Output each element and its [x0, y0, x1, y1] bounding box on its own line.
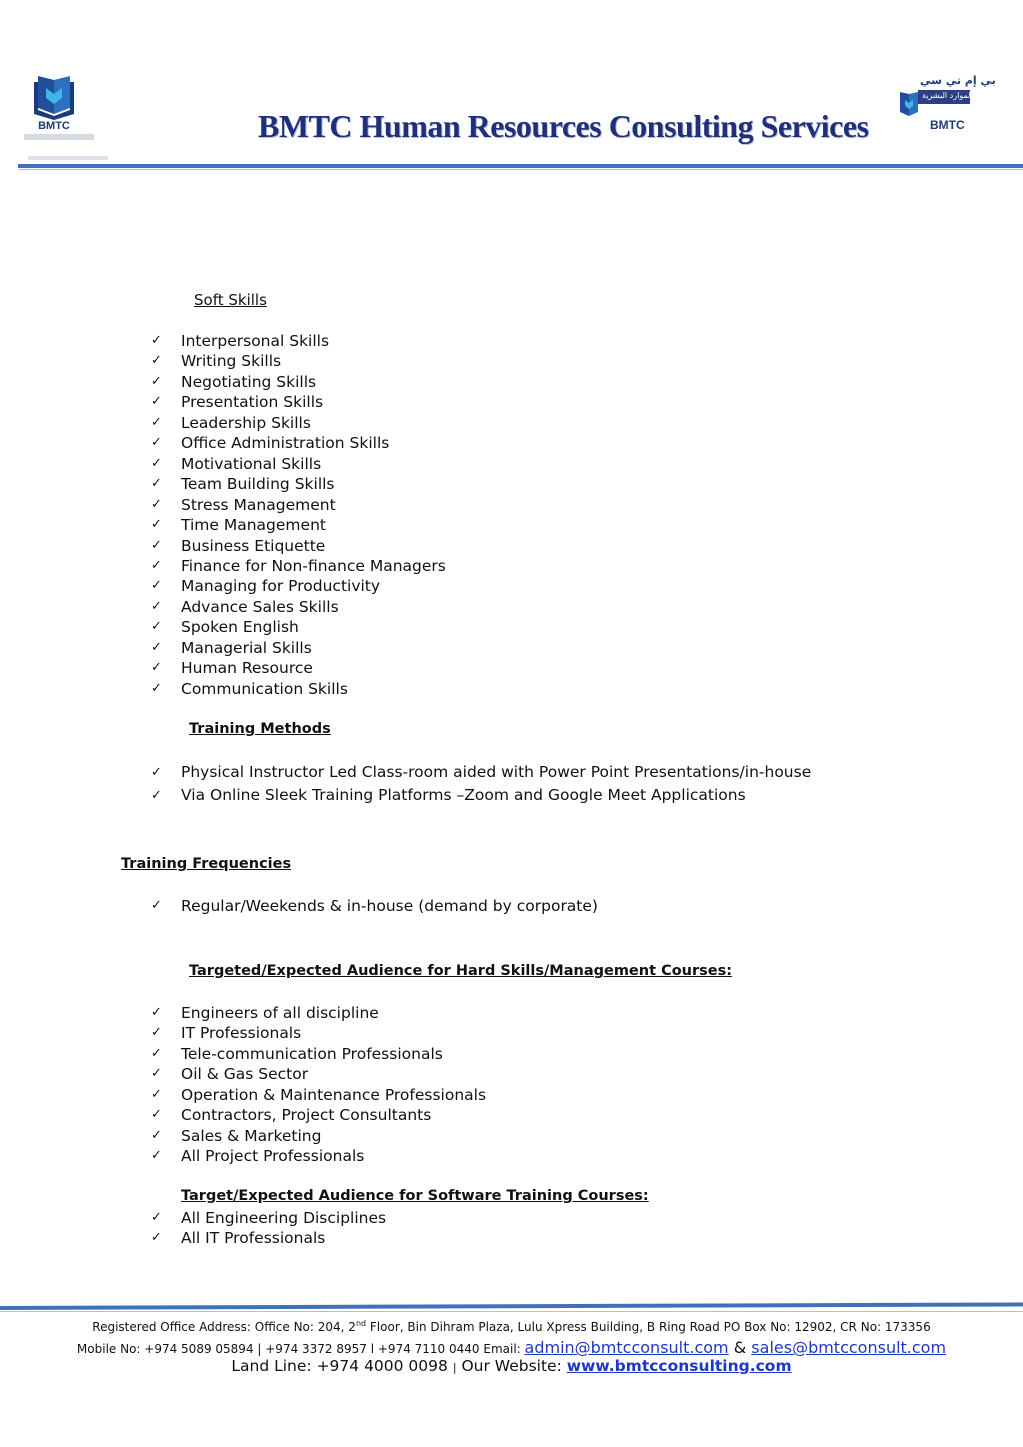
list-item — [151, 679, 446, 699]
list-item — [151, 556, 446, 576]
footer-amp: & — [728, 1338, 752, 1357]
training-methods-heading: Training Methods — [189, 721, 331, 737]
bmtc-logo-left — [24, 74, 110, 170]
list-item-text: Engineers of all discipline — [181, 1004, 379, 1022]
footer-rule — [0, 1302, 1023, 1310]
training-frequencies-heading: Training Frequencies — [121, 856, 292, 872]
footer-mobile: Mobile No: +974 5089 05894 | +974 3372 8957 l +974 7110 0440 Email: — [76, 1342, 525, 1356]
soft-skills-heading: Soft Skills — [194, 291, 267, 309]
list-item-text: Regular/Weekends & in-house (demand by corporate) — [181, 897, 598, 915]
check-icon: ✓ — [151, 394, 162, 410]
address-pre: Registered Office Address: Office No: 204, 2 — [92, 1320, 356, 1334]
training-frequencies-list — [151, 896, 598, 916]
list-item-text: Time Management — [181, 516, 326, 535]
soft-skills-list — [151, 331, 446, 699]
check-icon: ✓ — [151, 578, 162, 594]
check-icon: ✓ — [151, 1086, 162, 1102]
software-audience-heading: Target/Expected Audience for Software Training Courses: — [181, 1188, 649, 1204]
check-icon: ✓ — [151, 496, 162, 512]
header-rule — [18, 164, 1023, 168]
list-item — [151, 372, 446, 392]
left-logo-brand: BMTC — [38, 120, 70, 132]
training-methods-list — [151, 761, 811, 807]
list-item — [151, 784, 811, 807]
list-item — [151, 597, 446, 617]
list-item-text: Leadership Skills — [181, 413, 311, 432]
list-item-text: IT Professionals — [181, 1024, 302, 1043]
footer-rule-thin — [0, 1311, 1023, 1312]
check-icon: ✓ — [151, 517, 162, 533]
list-item — [151, 1105, 486, 1125]
right-logo-brand: BMTC — [930, 118, 965, 132]
list-item-text: All Project Professionals — [181, 1147, 365, 1166]
list-item — [151, 1003, 486, 1023]
list-item — [151, 896, 598, 916]
check-icon: ✓ — [151, 435, 162, 451]
check-icon: ✓ — [151, 1066, 162, 1082]
list-item-text: Finance for Non-finance Managers — [181, 556, 446, 575]
right-logo-arabic: بي إم تي سي — [920, 74, 996, 87]
list-item-text: Contractors, Project Consultants — [181, 1106, 432, 1125]
list-item-text: Stress Management — [181, 495, 336, 514]
book-logo-icon — [24, 74, 84, 120]
check-icon: ✓ — [151, 1210, 162, 1225]
header-title: BMTC Human Resources Consulting Services — [258, 108, 869, 144]
list-item — [151, 1208, 386, 1228]
check-icon: ✓ — [151, 619, 162, 635]
header-rule-thin — [18, 169, 1023, 170]
list-item-text: Motivational Skills — [181, 454, 322, 473]
list-item-text: Operation & Maintenance Professionals — [181, 1085, 487, 1104]
footer-contact — [0, 1338, 1023, 1357]
check-icon: ✓ — [151, 639, 162, 655]
list-item-text: Negotiating Skills — [181, 372, 317, 391]
check-icon: ✓ — [151, 1045, 162, 1061]
list-item — [151, 1044, 486, 1064]
check-icon: ✓ — [151, 537, 162, 553]
list-item — [151, 392, 446, 412]
book-logo-small-icon — [894, 90, 924, 120]
email-admin-link[interactable]: admin@bmtcconsult.com — [524, 1338, 729, 1357]
list-item — [151, 1023, 486, 1043]
list-item-text: Managing for Productivity — [181, 577, 381, 596]
footer-separator: | — [452, 1361, 457, 1374]
check-icon: ✓ — [151, 765, 162, 780]
list-item — [151, 515, 446, 535]
check-icon: ✓ — [151, 557, 162, 573]
check-icon: ✓ — [151, 1005, 162, 1020]
check-icon: ✓ — [151, 788, 162, 803]
check-icon: ✓ — [151, 898, 162, 913]
list-item — [151, 658, 446, 678]
list-item-text: All Engineering Disciplines — [181, 1209, 387, 1227]
list-item — [151, 351, 446, 371]
footer-address — [0, 1319, 1023, 1334]
check-icon: ✓ — [151, 414, 162, 430]
check-icon: ✓ — [151, 660, 162, 676]
list-item — [151, 474, 446, 494]
list-item-text: Via Online Sleek Training Platforms –Zoom and Google Meet Applications — [181, 786, 746, 804]
list-item — [151, 495, 446, 515]
list-item-text: Oil & Gas Sector — [181, 1065, 309, 1084]
list-item-text: Managerial Skills — [181, 638, 312, 657]
list-item-text: Writing Skills — [181, 352, 282, 371]
list-item — [151, 1126, 486, 1146]
list-item — [151, 433, 446, 453]
list-item — [151, 617, 446, 637]
list-item-text: Sales & Marketing — [181, 1126, 322, 1145]
hard-skills-audience-heading: Targeted/Expected Audience for Hard Skills/Management Courses: — [189, 963, 733, 979]
address-post: Floor, Bin Dihram Plaza, Lulu Xpress Building, B Ring Road PO Box No: 12902, CR No: 173356 — [366, 1320, 931, 1334]
list-item — [151, 536, 446, 556]
left-logo-subtagline — [28, 156, 108, 160]
list-item-text: Human Resource — [181, 659, 313, 678]
list-item-text: Interpersonal Skills — [181, 332, 330, 350]
list-item-text: Physical Instructor Led Class-room aided with Power Point Presentations/in-house — [181, 763, 812, 781]
list-item-text: Communication Skills — [181, 679, 348, 698]
list-item — [151, 413, 446, 433]
website-link[interactable]: www.bmtcconsulting.com — [566, 1357, 792, 1375]
software-audience-list — [151, 1208, 386, 1249]
footer-landline — [0, 1357, 1023, 1375]
list-item-text: Spoken English — [181, 618, 299, 637]
list-item-text: Presentation Skills — [181, 393, 324, 412]
list-item — [151, 454, 446, 474]
check-icon: ✓ — [151, 1107, 162, 1123]
list-item — [151, 331, 446, 351]
check-icon: ✓ — [151, 455, 162, 471]
list-item — [151, 1085, 486, 1105]
email-sales-link[interactable]: sales@bmtcconsult.com — [751, 1338, 947, 1357]
left-logo-tagline — [24, 134, 94, 140]
check-icon: ✓ — [151, 1230, 162, 1246]
list-item — [151, 1228, 386, 1248]
list-item-text: Business Etiquette — [181, 536, 326, 555]
right-logo-band-text: استشارات الموارد البشرية — [922, 91, 1010, 100]
list-item — [151, 1146, 486, 1166]
check-icon: ✓ — [151, 373, 162, 389]
footer-website-label: Our Website: — [456, 1357, 567, 1375]
check-icon: ✓ — [151, 476, 162, 492]
list-item-text: Tele-communication Professionals — [181, 1044, 443, 1063]
check-icon: ✓ — [151, 1025, 162, 1041]
address-sup: nd — [355, 1319, 367, 1328]
check-icon: ✓ — [151, 353, 162, 369]
list-item — [151, 576, 446, 596]
list-item — [151, 1064, 486, 1084]
check-icon: ✓ — [151, 680, 162, 696]
list-item-text: All IT Professionals — [181, 1229, 326, 1248]
check-icon: ✓ — [151, 1148, 162, 1164]
hard-skills-audience-list — [151, 1003, 486, 1167]
footer-landline-text: Land Line: +974 4000 0098 — [231, 1357, 453, 1375]
list-item — [151, 761, 811, 784]
check-icon: ✓ — [151, 333, 162, 348]
list-item-text: Office Administration Skills — [181, 434, 390, 453]
check-icon: ✓ — [151, 598, 162, 614]
list-item-text: Team Building Skills — [181, 475, 335, 494]
bmtc-logo-right — [890, 72, 1010, 148]
check-icon: ✓ — [151, 1127, 162, 1143]
list-item — [151, 638, 446, 658]
list-item-text: Advance Sales Skills — [181, 597, 339, 616]
